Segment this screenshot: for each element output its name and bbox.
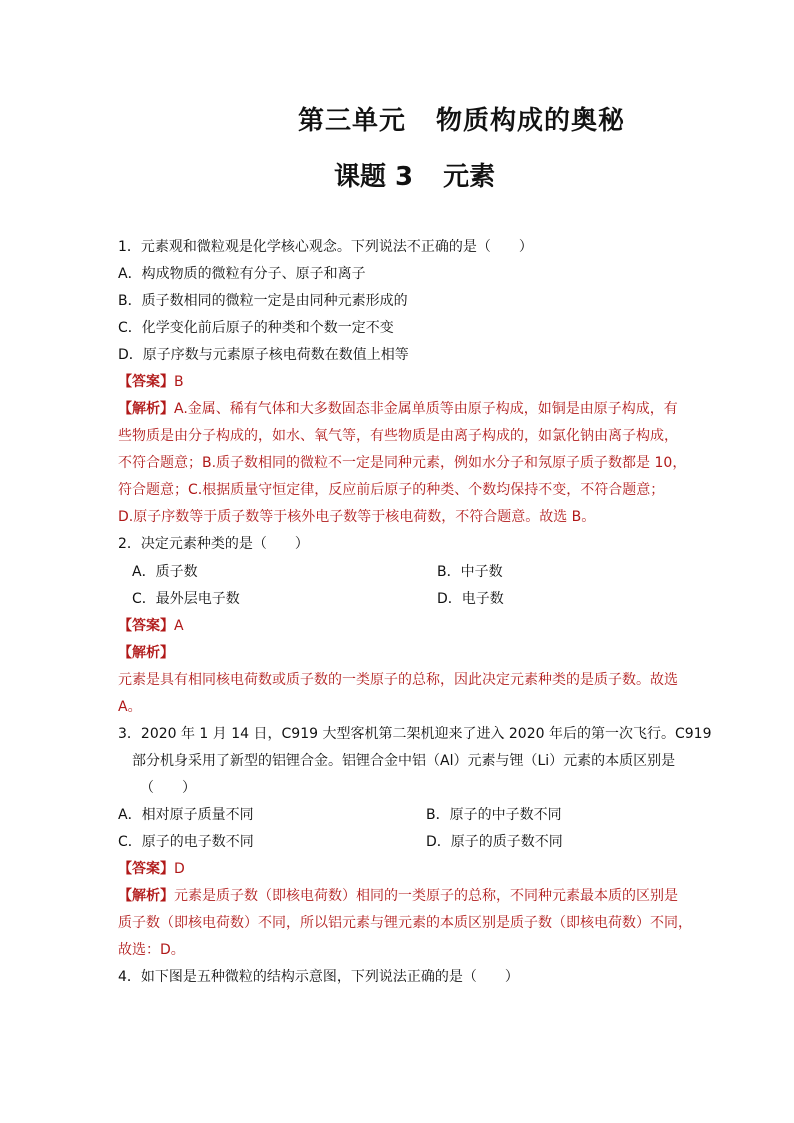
q1-option-c: C．化学变化前后原子的种类和个数一定不变 [118, 320, 394, 336]
q1-analysis-line-5: D.原子序数等于质子数等于核外电子数等于核电荷数，不符合题意。故选 B。 [118, 509, 596, 525]
q3-option-d: D．原子的质子数不同 [426, 834, 563, 850]
analysis-text: 元素是质子数（即核电荷数）相同的一类原子的总称，不同种元素最本质的区别是 [174, 888, 678, 904]
q3-analysis-line-1 [118, 886, 688, 906]
q2-stem: 2．决定元素种类的是（ ） [118, 536, 309, 552]
lesson-title [334, 156, 495, 193]
q3-option-a: A．相对原子质量不同 [118, 807, 254, 823]
q3-option-b: B．原子的中子数不同 [426, 807, 562, 823]
q2-analysis-tag [118, 643, 688, 663]
q1-analysis-line-3: 不符合题意；B.质子数相同的微粒不一定是同种元素，例如水分子和氖原子质子数都是 10， [118, 455, 687, 471]
unit-title-part-b: 物质构成的奥秘 [436, 106, 626, 136]
q1-stem: 1．元素观和微粒观是化学核心观念。下列说法不正确的是（ ） [118, 239, 533, 255]
analysis-text: A.金属、稀有气体和大多数固态非金属单质等由原子构成，如铜是由原子构成，有 [174, 401, 678, 417]
answer-value: D [174, 861, 185, 877]
unit-title [298, 100, 625, 137]
analysis-tag: 【解析】 [118, 888, 174, 904]
q3-option-c: C．原子的电子数不同 [118, 834, 254, 850]
analysis-tag: 【解析】 [118, 645, 174, 661]
q1-option-a: A．构成物质的微粒有分子、原子和离子 [118, 266, 366, 282]
q3-analysis-line-2: 质子数（即核电荷数）不同，所以铝元素与锂元素的本质区别是质子数（即核电荷数）不同， [118, 915, 692, 931]
q1-analysis-line-1 [118, 399, 688, 419]
answer-value: B [174, 374, 184, 390]
unit-title-part-a: 第三单元 [298, 106, 407, 136]
q1-analysis-line-2: 些物质是由分子构成的，如水、氧气等，有些物质是由离子构成的，如氯化钠由离子构成， [118, 428, 678, 444]
q1-analysis-line-4: 符合题意；C.根据质量守恒定律，反应前后原子的种类、个数均保持不变，不符合题意； [118, 482, 665, 498]
q3-stem-line-2: 部分机身采用了新型的铝锂合金。铝锂合金中铝（Al）元素与锂（Li）元素的本质区别是 [132, 753, 676, 769]
q1-option-b: B．质子数相同的微粒一定是由同种元素形成的 [118, 293, 408, 309]
q2-option-c: C．最外层电子数 [132, 591, 240, 607]
q2-option-a: A．质子数 [132, 564, 198, 580]
q2-analysis-line-1: 元素是具有相同核电荷数或质子数的一类原子的总称，因此决定元素种类的是质子数。故选 [118, 672, 678, 688]
answer-tag: 【答案】 [118, 618, 174, 634]
q4-stem: 4．如下图是五种微粒的结构示意图，下列说法正确的是（ ） [118, 969, 519, 985]
answer-tag: 【答案】 [118, 374, 174, 390]
q2-option-d: D．电子数 [437, 591, 504, 607]
lesson-title-part-a: 课题 3 [334, 162, 414, 192]
analysis-tag: 【解析】 [118, 401, 174, 417]
q1-answer [118, 372, 688, 392]
lesson-title-part-b: 元素 [443, 162, 496, 192]
q2-answer [118, 616, 688, 636]
q1-option-d: D．原子序数与元素原子核电荷数在数值上相等 [118, 347, 409, 363]
q3-stem-line-1: 3．2020 年 1 月 14 日，C919 大型客机第二架机迎来了进入 2020 年后的第一次飞行。C919 [118, 726, 712, 742]
q3-analysis-line-3: 故选：D。 [118, 942, 185, 958]
answer-value: A [174, 618, 184, 634]
answer-tag: 【答案】 [118, 861, 174, 877]
q2-option-b: B．中子数 [437, 564, 503, 580]
q3-answer [118, 859, 688, 879]
q2-analysis-line-2: A。 [118, 699, 142, 715]
q3-stem-line-3: （ ） [140, 780, 196, 796]
